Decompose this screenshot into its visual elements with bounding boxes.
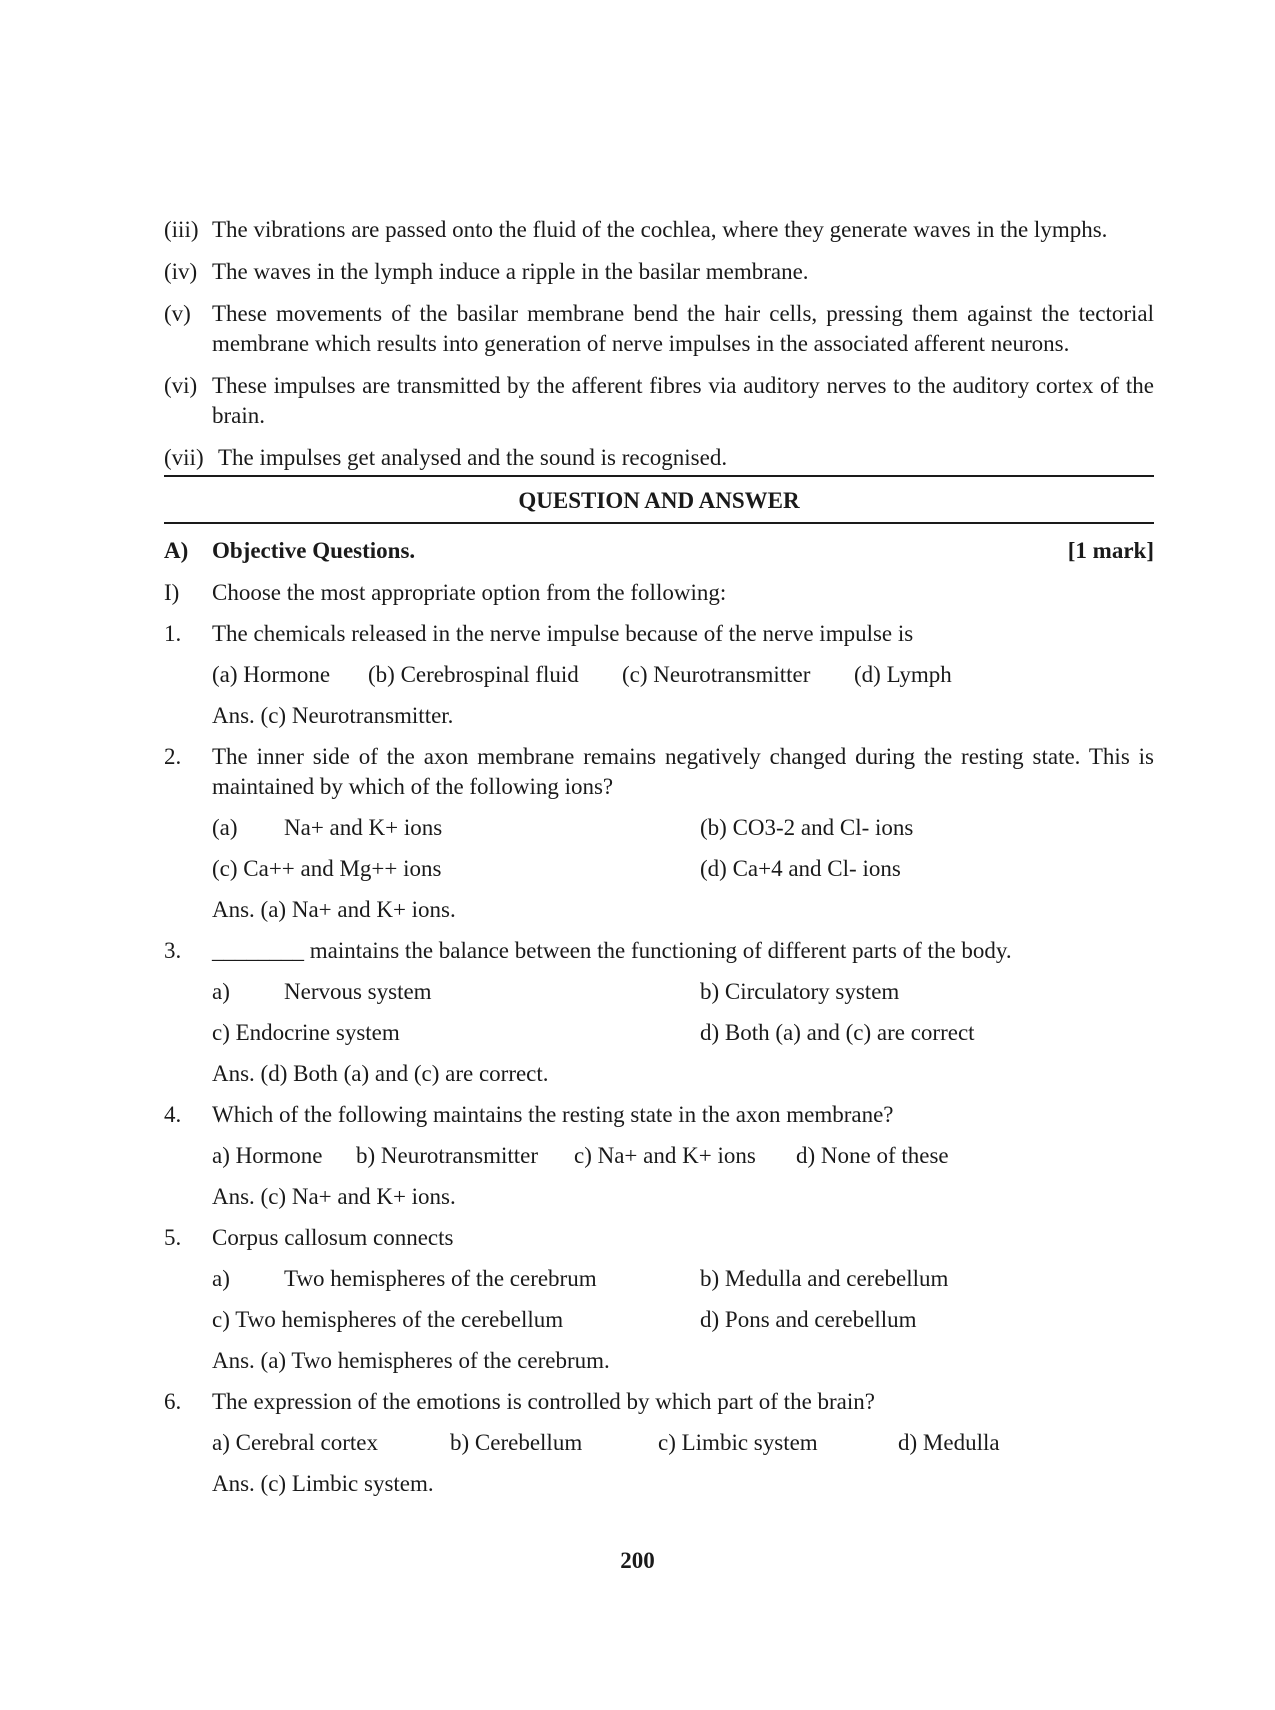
question — [164, 1100, 1154, 1130]
question-text: Which of the following maintains the resting state in the axon membrane? — [212, 1102, 894, 1127]
option: c) Na+ and K+ ions — [574, 1143, 756, 1168]
section-title: QUESTION AND ANSWER — [518, 488, 800, 513]
question — [164, 619, 1154, 649]
option: b) Circulatory system — [700, 979, 900, 1004]
option: b) Medulla and cerebellum — [700, 1266, 949, 1291]
question-number: 3. — [164, 938, 182, 963]
option-text: Na+ and K+ ions — [284, 815, 443, 840]
step-item — [164, 215, 1154, 245]
option: (c) Neurotransmitter — [622, 662, 811, 687]
instruction-label: I) — [164, 580, 180, 605]
option: (c) Ca++ and Mg++ ions — [212, 856, 442, 881]
option-letter: (a) — [212, 815, 238, 840]
question-text: Corpus callosum connects — [212, 1225, 454, 1250]
question-number: 1. — [164, 621, 182, 646]
option: b) Cerebellum — [450, 1430, 583, 1455]
answer: Ans. (c) Na+ and K+ ions. — [212, 1184, 456, 1209]
step-number: (vi) — [164, 373, 198, 398]
option: (d) Ca+4 and Cl- ions — [700, 856, 901, 881]
objective-label: A) — [164, 538, 189, 563]
option: a) Cerebral cortex — [212, 1430, 379, 1455]
question — [164, 936, 1154, 966]
step-number: (iii) — [164, 217, 199, 242]
option: c) Endocrine system — [212, 1020, 400, 1045]
step-number: (vii) — [164, 445, 204, 470]
step-text: The impulses get analysed and the sound is recognised. — [218, 445, 728, 470]
step-text: These movements of the basilar membrane bend the hair cells, pressing them against the tectorial membrane which results into generation of nerve impulses in the associated afferent neurons. — [212, 301, 1154, 356]
step-item — [164, 443, 1154, 473]
option-letter: a) — [212, 1266, 230, 1291]
answer: Ans. (a) Two hemispheres of the cerebrum. — [212, 1348, 610, 1373]
option: c) Limbic system — [658, 1430, 818, 1455]
option: d) None of these — [796, 1143, 949, 1168]
option — [212, 977, 700, 1007]
question-text: The chemicals released in the nerve impulse because of the nerve impulse is — [212, 621, 914, 646]
option — [212, 813, 700, 843]
objective-title: Objective Questions. — [212, 538, 416, 563]
option: a) Hormone — [212, 1143, 323, 1168]
option: (d) Lymph — [854, 662, 952, 687]
question-number: 2. — [164, 744, 182, 769]
option-text: Two hemispheres of the cerebrum — [284, 1266, 597, 1291]
rule-bottom — [164, 522, 1154, 524]
question-text: The inner side of the axon membrane remains negatively changed during the resting state. This is maintained by which of the following ions? — [212, 744, 1154, 799]
step-text: These impulses are transmitted by the afferent fibres via auditory nerves to the auditory cortex of the brain. — [212, 373, 1154, 428]
question — [164, 1387, 1154, 1417]
step-item — [164, 257, 1154, 287]
marks-label: [1 mark] — [1067, 538, 1154, 563]
step-number: (v) — [164, 301, 191, 326]
answer: Ans. (c) Neurotransmitter. — [212, 703, 454, 728]
step-text: The waves in the lymph induce a ripple in the basilar membrane. — [212, 259, 809, 284]
answer: Ans. (d) Both (a) and (c) are correct. — [212, 1061, 549, 1086]
option: (b) Cerebrospinal fluid — [368, 662, 579, 687]
objective-header — [164, 536, 1154, 566]
options-grid — [212, 1264, 1154, 1346]
options-row — [212, 1141, 1154, 1171]
question-number: 6. — [164, 1389, 182, 1414]
question-number: 4. — [164, 1102, 182, 1127]
options-grid — [212, 977, 1154, 1059]
page-content — [164, 215, 1154, 1510]
question-text: The expression of the emotions is controlled by which part of the brain? — [212, 1389, 875, 1414]
option: d) Medulla — [898, 1430, 1000, 1455]
step-item — [164, 371, 1154, 431]
options-row — [212, 660, 1154, 690]
option-letter: a) — [212, 979, 230, 1004]
options-grid — [212, 813, 1154, 895]
question — [164, 1223, 1154, 1253]
question-number: 5. — [164, 1225, 182, 1250]
option: d) Pons and cerebellum — [700, 1307, 917, 1332]
instruction — [164, 578, 1154, 608]
page-number: 200 — [620, 1548, 655, 1573]
option — [212, 1264, 700, 1294]
step-number: (iv) — [164, 259, 198, 284]
answer: Ans. (c) Limbic system. — [212, 1471, 434, 1496]
option: b) Neurotransmitter — [356, 1143, 539, 1168]
instruction-text: Choose the most appropriate option from the following: — [212, 580, 727, 605]
question-text: ________ maintains the balance between the functioning of different parts of the body. — [212, 938, 1012, 963]
answer: Ans. (a) Na+ and K+ ions. — [212, 897, 456, 922]
question — [164, 742, 1154, 802]
option: c) Two hemispheres of the cerebellum — [212, 1307, 564, 1332]
step-item — [164, 299, 1154, 359]
step-text: The vibrations are passed onto the fluid of the cochlea, where they generate waves in the lymphs. — [212, 217, 1108, 242]
option: d) Both (a) and (c) are correct — [700, 1020, 975, 1045]
option: (b) CO3-2 and Cl- ions — [700, 815, 914, 840]
option-text: Nervous system — [284, 979, 432, 1004]
option: (a) Hormone — [212, 662, 331, 687]
options-row — [212, 1428, 1154, 1458]
